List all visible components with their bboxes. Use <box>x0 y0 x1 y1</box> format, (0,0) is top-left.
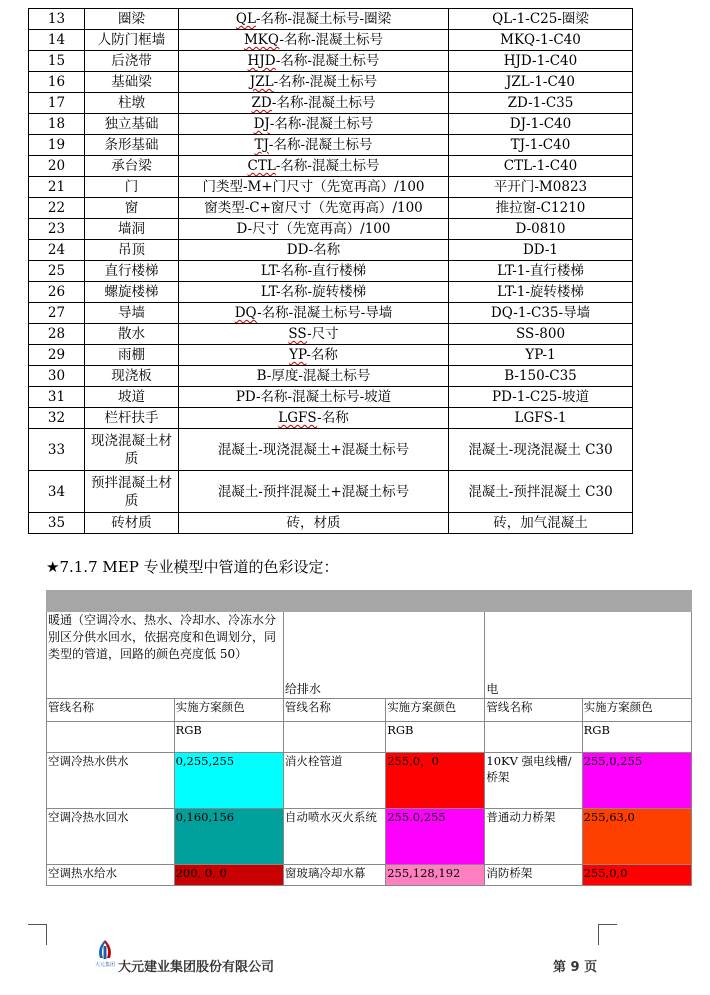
group-hvac: 暖通（空调冷水、热水、冷却水、冷冻水分别区分供水回水，依据亮度和色调划分，同类型的管道，回路的颜色亮度低 50） <box>47 612 284 699</box>
color-swatch: 255,128,192 <box>386 865 485 886</box>
row-number: 15 <box>29 51 85 72</box>
pipe-name: 10KV 强电线槽/桥架 <box>485 753 582 809</box>
color-swatch: 255,0,255 <box>582 753 691 809</box>
naming-rule: SS-尺寸 <box>179 324 449 345</box>
company-logo-icon <box>92 938 118 968</box>
naming-example: LT-1-旋转楼梯 <box>449 282 633 303</box>
color-swatch: 200, 0, 0 <box>174 865 283 886</box>
naming-example: DJ-1-C40 <box>449 114 633 135</box>
color-swatch: 255,0,0 <box>582 865 691 886</box>
table-row <box>29 177 633 198</box>
component-name: 门 <box>85 177 179 198</box>
row-number: 25 <box>29 261 85 282</box>
naming-example: MKQ-1-C40 <box>449 30 633 51</box>
row-number: 26 <box>29 282 85 303</box>
table-row <box>29 513 633 534</box>
logo-text: 大元集团 <box>94 962 116 968</box>
table-row <box>29 387 633 408</box>
naming-example: YP-1 <box>449 345 633 366</box>
page-number: 第 9 页 <box>553 960 598 975</box>
component-name: 散水 <box>85 324 179 345</box>
component-name: 预拌混凝土材质 <box>85 471 179 513</box>
naming-rule: PD-名称-混凝土标号-坡道 <box>179 387 449 408</box>
component-name: 独立基础 <box>85 114 179 135</box>
row-number: 34 <box>29 471 85 513</box>
table-row <box>29 261 633 282</box>
naming-example: 平开门-M0823 <box>449 177 633 198</box>
table-caption-bar <box>47 591 692 612</box>
component-name: 圈梁 <box>85 9 179 30</box>
naming-rule: LT-名称-直行楼梯 <box>179 261 449 282</box>
table-row <box>29 9 633 30</box>
pipe-name: 空调冷热水供水 <box>47 753 175 809</box>
row-number: 14 <box>29 30 85 51</box>
naming-example: DQ-1-C35-导墙 <box>449 303 633 324</box>
group-electrical: 电 <box>485 612 692 699</box>
naming-example: B-150-C35 <box>449 366 633 387</box>
naming-example: LT-1-直行楼梯 <box>449 261 633 282</box>
color-swatch: 0,255,255 <box>174 753 283 809</box>
naming-example: PD-1-C25-坡道 <box>449 387 633 408</box>
naming-example: 混凝土-预拌混凝土 C30 <box>449 471 633 513</box>
row-number: 32 <box>29 408 85 429</box>
table-row <box>29 156 633 177</box>
pipe-name: 窗玻璃冷却水幕 <box>283 865 385 886</box>
naming-rule: 门类型-M+门尺寸（先宽再高）/100 <box>179 177 449 198</box>
row-number: 35 <box>29 513 85 534</box>
table-row <box>29 198 633 219</box>
naming-rule: ZD-名称-混凝土标号 <box>179 93 449 114</box>
row-number: 16 <box>29 72 85 93</box>
component-name: 吊顶 <box>85 240 179 261</box>
color-row <box>47 865 692 886</box>
row-number: 30 <box>29 366 85 387</box>
component-name: 现浇板 <box>85 366 179 387</box>
naming-rule: 混凝土-预拌混凝土+混凝土标号 <box>179 471 449 513</box>
header-pipe-name-2: 管线名称 <box>283 699 385 722</box>
table-row <box>29 471 633 513</box>
component-name: 墙洞 <box>85 219 179 240</box>
company-name: 大元建业集团股份有限公司 <box>118 960 275 975</box>
component-name: 坡道 <box>85 387 179 408</box>
pipe-name: 自动喷水灭火系统 <box>283 809 385 865</box>
naming-rule: DQ-名称-混凝土标号-导墙 <box>179 303 449 324</box>
header-scheme-color-3: 实施方案颜色 <box>582 699 691 722</box>
naming-rule: LGFS-名称 <box>179 408 449 429</box>
table-row <box>29 429 633 471</box>
table-row <box>29 51 633 72</box>
group-plumbing: 给排水 <box>283 612 484 699</box>
component-name: 导墙 <box>85 303 179 324</box>
naming-example: ZD-1-C35 <box>449 93 633 114</box>
pipe-name: 普通动力桥架 <box>485 809 582 865</box>
table-row <box>29 135 633 156</box>
naming-example: 混凝土-现浇混凝土 C30 <box>449 429 633 471</box>
naming-rule: JZL-名称-混凝土标号 <box>179 72 449 93</box>
color-row <box>47 753 692 809</box>
color-swatch: 255.0,255 <box>386 809 485 865</box>
row-number: 31 <box>29 387 85 408</box>
row-number: 19 <box>29 135 85 156</box>
component-name: 螺旋楼梯 <box>85 282 179 303</box>
row-number: 24 <box>29 240 85 261</box>
naming-rule: 窗类型-C+窗尺寸（先宽再高）/100 <box>179 198 449 219</box>
table-row <box>29 282 633 303</box>
color-swatch: 255,63,0 <box>582 809 691 865</box>
naming-example: TJ-1-C40 <box>449 135 633 156</box>
header-pipe-name-1: 管线名称 <box>47 699 175 722</box>
row-number: 23 <box>29 219 85 240</box>
table-row <box>29 408 633 429</box>
naming-example: D-0810 <box>449 219 633 240</box>
table-row <box>29 219 633 240</box>
component-name: 直行楼梯 <box>85 261 179 282</box>
naming-example: DD-1 <box>449 240 633 261</box>
naming-rule: CTL-名称-混凝土标号 <box>179 156 449 177</box>
table-row <box>29 114 633 135</box>
component-name: 柱墩 <box>85 93 179 114</box>
naming-rule: LT-名称-旋转楼梯 <box>179 282 449 303</box>
naming-example: 砖，加气混凝土 <box>449 513 633 534</box>
naming-example: 推拉窗-C1210 <box>449 198 633 219</box>
pipe-name: 消火栓管道 <box>283 753 385 809</box>
row-number: 28 <box>29 324 85 345</box>
component-name: 承台梁 <box>85 156 179 177</box>
header-rgb-2: RGB <box>386 722 485 753</box>
naming-rule: TJ-名称-混凝土标号 <box>179 135 449 156</box>
table-row <box>29 324 633 345</box>
component-name: 现浇混凝土材质 <box>85 429 179 471</box>
table-row <box>29 30 633 51</box>
table-row <box>29 303 633 324</box>
naming-rule: DD-名称 <box>179 240 449 261</box>
header-rgb-1: RGB <box>174 722 283 753</box>
row-number: 18 <box>29 114 85 135</box>
pipe-name: 消防桥架 <box>485 865 582 886</box>
table-row <box>29 366 633 387</box>
component-name: 人防门框墙 <box>85 30 179 51</box>
component-name: 基础梁 <box>85 72 179 93</box>
color-swatch: 255,0，0 <box>386 753 485 809</box>
naming-rule: QL-名称-混凝土标号-圈梁 <box>179 9 449 30</box>
mep-color-table <box>46 590 692 886</box>
row-number: 33 <box>29 429 85 471</box>
header-scheme-color-1: 实施方案颜色 <box>174 699 283 722</box>
component-name: 窗 <box>85 198 179 219</box>
row-number: 13 <box>29 9 85 30</box>
header-scheme-color-2: 实施方案颜色 <box>386 699 485 722</box>
component-name: 雨棚 <box>85 345 179 366</box>
naming-example: CTL-1-C40 <box>449 156 633 177</box>
table-row <box>29 345 633 366</box>
naming-rule: D-尺寸（先宽再高）/100 <box>179 219 449 240</box>
row-number: 27 <box>29 303 85 324</box>
naming-rule: 砖，材质 <box>179 513 449 534</box>
naming-rules-table <box>28 8 633 534</box>
naming-rule: B-厚度-混凝土标号 <box>179 366 449 387</box>
table-row <box>29 240 633 261</box>
color-swatch: 0,160,156 <box>174 809 283 865</box>
row-number: 22 <box>29 198 85 219</box>
pipe-name: 空调冷热水回水 <box>47 809 175 865</box>
row-number: 17 <box>29 93 85 114</box>
color-row <box>47 809 692 865</box>
component-name: 后浇带 <box>85 51 179 72</box>
component-name: 条形基础 <box>85 135 179 156</box>
component-name: 砖材质 <box>85 513 179 534</box>
row-number: 20 <box>29 156 85 177</box>
naming-rule: MKQ-名称-混凝土标号 <box>179 30 449 51</box>
naming-rule: 混凝土-现浇混凝土+混凝土标号 <box>179 429 449 471</box>
naming-example: HJD-1-C40 <box>449 51 633 72</box>
row-number: 29 <box>29 345 85 366</box>
naming-example: JZL-1-C40 <box>449 72 633 93</box>
table-row <box>29 93 633 114</box>
naming-rule: YP-名称 <box>179 345 449 366</box>
pipe-name: 空调热水给水 <box>47 865 175 886</box>
footer-corner-left <box>28 924 47 945</box>
header-rgb-3: RGB <box>582 722 691 753</box>
naming-example: LGFS-1 <box>449 408 633 429</box>
header-pipe-name-3: 管线名称 <box>485 699 582 722</box>
component-name: 栏杆扶手 <box>85 408 179 429</box>
table-row <box>29 72 633 93</box>
naming-example: SS-800 <box>449 324 633 345</box>
section-heading: ★7.1.7 MEP 专业模型中管道的色彩设定： <box>46 558 339 576</box>
naming-example: QL-1-C25-圈梁 <box>449 9 633 30</box>
naming-rule: DJ-名称-混凝土标号 <box>179 114 449 135</box>
footer-corner-right <box>598 924 617 945</box>
naming-rule: HJD-名称-混凝土标号 <box>179 51 449 72</box>
row-number: 21 <box>29 177 85 198</box>
